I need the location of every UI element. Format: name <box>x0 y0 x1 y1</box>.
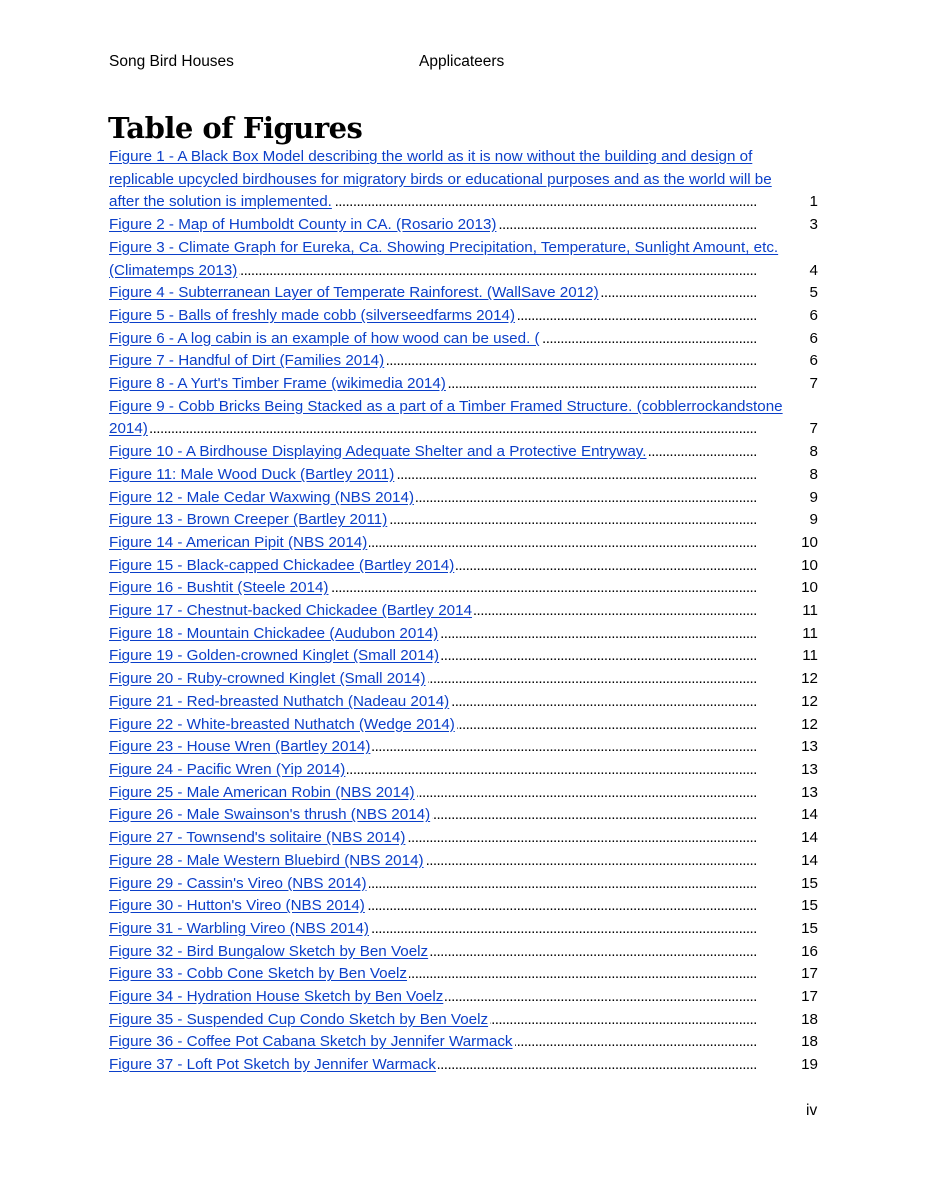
page-number: 3 <box>807 214 818 237</box>
page-number: 15 <box>798 918 818 941</box>
figure-link[interactable]: Figure 6 - A log cabin is an example of how wood can be used. ( <box>109 329 540 347</box>
toc-entry <box>109 623 818 646</box>
toc-entry-text-wrap <box>109 827 818 850</box>
figure-link[interactable]: Figure 30 - Hutton's Vireo (NBS 2014) <box>109 897 365 915</box>
figure-link[interactable]: Figure 16 - Bushtit (Steele 2014) <box>109 579 329 597</box>
page-number: 17 <box>798 963 818 986</box>
figure-link[interactable]: Figure 4 - Subterranean Layer of Temperate Rainforest. (WallSave 2012) <box>109 284 599 302</box>
toc-entry <box>109 214 818 237</box>
toc-entry <box>109 237 818 282</box>
page-number: 7 <box>807 418 818 441</box>
toc-entry <box>109 373 818 396</box>
toc-entry-text-wrap <box>109 850 818 873</box>
toc-entry <box>109 1009 818 1032</box>
figure-link[interactable]: Figure 29 - Cassin's Vireo (NBS 2014) <box>109 874 367 892</box>
page-number: 14 <box>798 827 818 850</box>
toc-entry-text-wrap <box>109 600 818 623</box>
figure-link[interactable]: Figure 15 - Black-capped Chickadee (Bartley 2014) <box>109 556 455 574</box>
page-number: 15 <box>798 873 818 896</box>
toc-entry <box>109 1031 818 1054</box>
page-number: 10 <box>798 577 818 600</box>
toc-entry-text-wrap <box>109 237 818 282</box>
toc-entry-text-wrap <box>109 736 818 759</box>
toc-entry <box>109 782 818 805</box>
toc-entry-text-wrap <box>109 555 818 578</box>
toc-entry <box>109 941 818 964</box>
toc-entry <box>109 895 818 918</box>
toc-entry-text-wrap <box>109 305 818 328</box>
toc-entry-text-wrap <box>109 759 818 782</box>
page-number: 6 <box>807 328 818 351</box>
page-number: 18 <box>798 1009 818 1032</box>
footer-page-number: iv <box>806 1102 818 1119</box>
toc-entry-text-wrap <box>109 918 818 941</box>
page-number: 12 <box>798 668 818 691</box>
toc-entry <box>109 509 818 532</box>
figure-link[interactable]: Figure 27 - Townsend's solitaire (NBS 2014) <box>109 829 406 847</box>
page-number: 6 <box>807 305 818 328</box>
toc-entry-text-wrap <box>109 577 818 600</box>
toc-entry <box>109 691 818 714</box>
figure-link[interactable]: Figure 7 - Handful of Dirt (Families 2014) <box>109 352 385 370</box>
page-number: 8 <box>807 464 818 487</box>
toc-entry <box>109 396 818 441</box>
toc-entry-text-wrap <box>109 691 818 714</box>
table-of-figures-list <box>109 146 818 1077</box>
page-number: 14 <box>798 850 818 873</box>
figure-link[interactable]: Figure 8 - A Yurt's Timber Frame (wikimedia 2014) <box>109 375 446 393</box>
toc-entry <box>109 487 818 510</box>
page-number: 19 <box>798 1054 818 1077</box>
page-number: 8 <box>807 441 818 464</box>
page-number: 14 <box>798 804 818 827</box>
toc-entry-text-wrap <box>109 282 818 305</box>
toc-entry-text-wrap <box>109 645 818 668</box>
page-number: 11 <box>799 600 818 623</box>
toc-entry <box>109 328 818 351</box>
page-number: 16 <box>798 941 818 964</box>
toc-entry-text-wrap <box>109 895 818 918</box>
toc-entry-text-wrap <box>109 396 818 441</box>
figure-link[interactable]: Figure 18 - Mountain Chickadee (Audubon 2014) <box>109 624 439 642</box>
page-number: 5 <box>807 282 818 305</box>
toc-entry-text-wrap <box>109 532 818 555</box>
toc-entry-text-wrap <box>109 963 818 986</box>
toc-entry-text-wrap <box>109 1054 818 1077</box>
toc-entry <box>109 668 818 691</box>
toc-entry <box>109 350 818 373</box>
toc-entry <box>109 918 818 941</box>
toc-entry-text-wrap <box>109 373 818 396</box>
toc-entry-text-wrap <box>109 328 818 351</box>
toc-entry-text-wrap <box>109 509 818 532</box>
figure-link[interactable]: Figure 3 - Climate Graph for Eureka, Ca. Showing Precipitation, Temperature, Sunlight Amount, etc. (Climatemps 2013) <box>109 238 779 279</box>
toc-entry <box>109 282 818 305</box>
toc-entry-text-wrap <box>109 1009 818 1032</box>
toc-entry <box>109 441 818 464</box>
figure-link[interactable]: Figure 14 - American Pipit (NBS 2014) <box>109 533 368 551</box>
figure-link[interactable]: Figure 10 - A Birdhouse Displaying Adequate Shelter and a Protective Entryway. <box>109 443 647 461</box>
page-number: 9 <box>807 487 818 510</box>
toc-entry <box>109 555 818 578</box>
figure-link[interactable]: Figure 36 - Coffee Pot Cabana Sketch by Jennifer Warmack <box>109 1033 513 1051</box>
toc-entry <box>109 759 818 782</box>
figure-link[interactable]: Figure 5 - Balls of freshly made cobb (silverseedfarms 2014) <box>109 306 516 324</box>
figure-link[interactable]: Figure 1 - A Black Box Model describing the world as it is now without the building and design of replicable upcycled birdhouses for migratory birds or educational purposes and as the world will be after the solution is implemented. <box>109 148 772 211</box>
toc-entry-text-wrap <box>109 986 818 1009</box>
header-document-title: Song Bird Houses <box>109 53 234 70</box>
page-number: 9 <box>807 509 818 532</box>
figure-link[interactable]: Figure 37 - Loft Pot Sketch by Jennifer Warmack <box>109 1056 436 1074</box>
figure-link[interactable]: Figure 17 - Chestnut-backed Chickadee (Bartley 2014 <box>109 602 473 620</box>
figure-link[interactable]: Figure 13 - Brown Creeper (Bartley 2011) <box>109 511 388 529</box>
page-number: 11 <box>799 645 818 668</box>
toc-entry <box>109 1054 818 1077</box>
toc-entry <box>109 804 818 827</box>
figure-link[interactable]: Figure 33 - Cobb Cone Sketch by Ben Voelz <box>109 965 408 983</box>
header-team-name: Applicateers <box>419 53 505 70</box>
figure-link[interactable]: Figure 21 - Red-breasted Nuthatch (Nadeau 2014) <box>109 692 450 710</box>
page-title: Table of Figures <box>108 111 363 145</box>
figure-link[interactable]: Figure 31 - Warbling Vireo (NBS 2014) <box>109 919 369 937</box>
page-number: 12 <box>798 714 818 737</box>
toc-entry-text-wrap <box>109 146 818 214</box>
figure-link[interactable]: Figure 19 - Golden-crowned Kinglet (Small 2014) <box>109 647 440 665</box>
figure-link[interactable]: Figure 32 - Bird Bungalow Sketch by Ben Voelz <box>109 942 429 960</box>
page-number: 1 <box>807 191 818 214</box>
toc-entry-text-wrap <box>109 782 818 805</box>
page-number: 4 <box>807 260 818 283</box>
toc-entry-text-wrap <box>109 1031 818 1054</box>
toc-entry <box>109 986 818 1009</box>
figure-link[interactable]: Figure 9 - Cobb Bricks Being Stacked as a part of a Timber Framed Structure. (cobblerrockandstone 2014) <box>109 397 783 438</box>
figure-link[interactable]: Figure 28 - Male Western Bluebird (NBS 2014) <box>109 851 424 869</box>
toc-entry <box>109 963 818 986</box>
figure-link[interactable]: Figure 24 - Pacific Wren (Yip 2014) <box>109 760 346 778</box>
toc-entry-text-wrap <box>109 714 818 737</box>
toc-entry-text-wrap <box>109 941 818 964</box>
toc-entry-text-wrap <box>109 214 818 237</box>
page-number: 15 <box>798 895 818 918</box>
toc-entry-text-wrap <box>109 668 818 691</box>
figure-link[interactable]: Figure 25 - Male American Robin (NBS 2014) <box>109 783 415 801</box>
figure-link[interactable]: Figure 23 - House Wren (Bartley 2014) <box>109 738 371 756</box>
toc-entry-text-wrap <box>109 464 818 487</box>
figure-link[interactable]: Figure 20 - Ruby-crowned Kinglet (Small 2014) <box>109 670 426 688</box>
figure-link[interactable]: Figure 11: Male Wood Duck (Bartley 2011) <box>109 465 395 483</box>
toc-entry <box>109 850 818 873</box>
toc-entry-text-wrap <box>109 441 818 464</box>
page-number: 12 <box>798 691 818 714</box>
toc-entry <box>109 464 818 487</box>
page-number: 10 <box>798 555 818 578</box>
toc-entry <box>109 827 818 850</box>
toc-entry <box>109 532 818 555</box>
page-number: 13 <box>798 736 818 759</box>
figure-link[interactable]: Figure 12 - Male Cedar Waxwing (NBS 2014) <box>109 488 414 506</box>
toc-entry <box>109 600 818 623</box>
figure-link[interactable]: Figure 26 - Male Swainson's thrush (NBS 2014) <box>109 806 431 824</box>
toc-entry-text-wrap <box>109 487 818 510</box>
page-number: 6 <box>807 350 818 373</box>
page-number: 13 <box>798 759 818 782</box>
page-number: 13 <box>798 782 818 805</box>
figure-link[interactable]: Figure 34 - Hydration House Sketch by Ben Voelz <box>109 988 444 1006</box>
figure-link[interactable]: Figure 22 - White-breasted Nuthatch (Wedge 2014) <box>109 715 455 733</box>
toc-entry <box>109 736 818 759</box>
page-number: 18 <box>798 1031 818 1054</box>
toc-entry <box>109 305 818 328</box>
toc-entry <box>109 146 818 214</box>
toc-entry <box>109 714 818 737</box>
page-number: 11 <box>799 623 818 646</box>
toc-entry-text-wrap <box>109 873 818 896</box>
figure-link[interactable]: Figure 2 - Map of Humboldt County in CA. (Rosario 2013) <box>109 216 497 234</box>
page-number: 7 <box>807 373 818 396</box>
toc-entry <box>109 645 818 668</box>
toc-entry <box>109 873 818 896</box>
toc-entry-text-wrap <box>109 623 818 646</box>
toc-entry <box>109 577 818 600</box>
figure-link[interactable]: Figure 35 - Suspended Cup Condo Sketch by Ben Voelz <box>109 1010 489 1028</box>
page-number: 10 <box>798 532 818 555</box>
page-number: 17 <box>798 986 818 1009</box>
toc-entry-text-wrap <box>109 804 818 827</box>
toc-entry-text-wrap <box>109 350 818 373</box>
